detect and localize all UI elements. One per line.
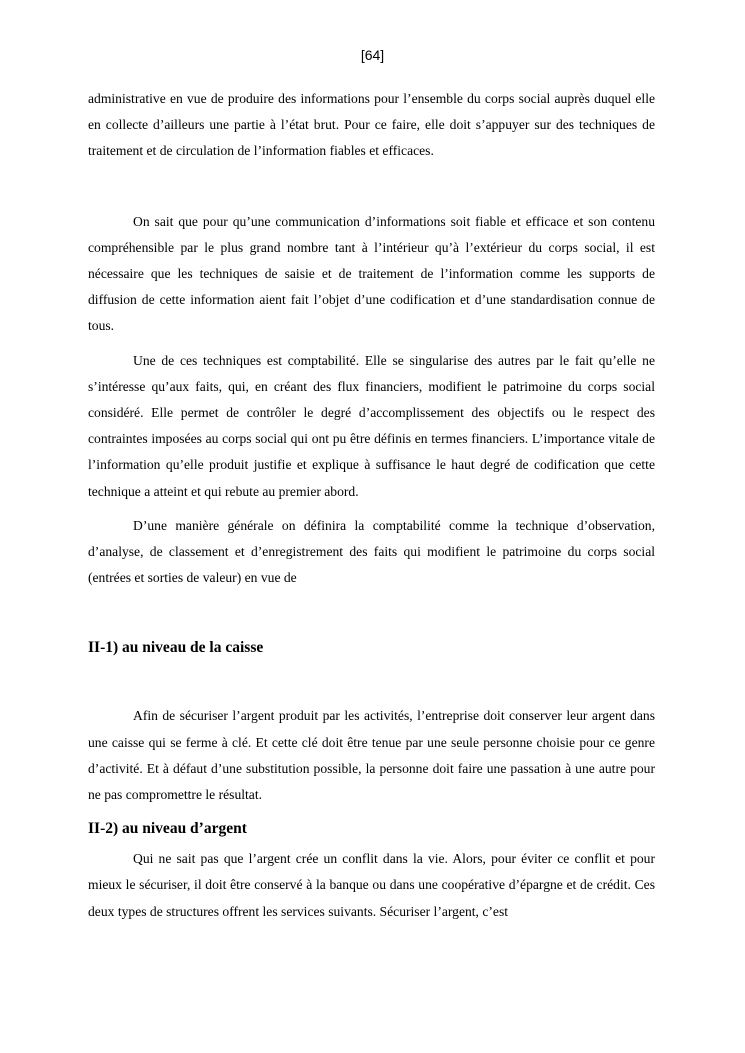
paragraph-argent: Qui ne sait pas que l’argent crée un conflit dans la vie. Alors, pour éviter ce conflit et pour mieux le sécuriser, il doit être conservé à la banque ou dans une coopérative d’épargne et de crédit. Ces deux types de structures offrent les services suivants. Sécuriser l’argent, c’est [88, 851, 655, 919]
document-body [88, 86, 655, 925]
section-heading-caisse: II-1) au niveau de la caisse [88, 639, 264, 657]
paragraph-caisse: Afin de sécuriser l’argent produit par les activités, l’entreprise doit conserver leur argent dans une caisse qui se ferme à clé. Et cette clé doit être tenue par une seule personne choisie pour ce genre d’activité. Et à défaut d’une substitution possible, la personne doit faire une passation à une autre pour ne pas compromettre le résultat. [88, 708, 655, 803]
paragraph-communication: On sait que pour qu’une communication d’informations soit fiable et efficace et son contenu compréhensible par le plus grand nombre tant à l’intérieur qu’à l’extérieur du corps social, il est nécessaire que les techniques de saisie et de traitement de l’information comme les supports de diffusion de cette information aient fait l’objet d’une codification et d’une standardisation connue de tous. [88, 213, 655, 334]
paragraph-intro: administrative en vue de produire des informations pour l’ensemble du corps social auprès duquel elle en collecte d’ailleurs une partie à l’état brut. Pour ce faire, elle doit s’appuyer sur des techniques de traitement et de circulation de l’information fiables et efficaces. [88, 91, 655, 159]
paragraph-definition: D’une manière générale on définira la comptabilité comme la technique d’observation, d’analyse, de classement et d’enregistrement des faits qui modifient le patrimoine du corps social (entrées et sorties de valeur) en vue de [88, 517, 655, 586]
page-number: [64] [360, 47, 385, 63]
section-heading-argent: II-2) au niveau d’argent [88, 820, 247, 838]
paragraph-comptabilite: Une de ces techniques est comptabilité. Elle se singularise des autres par le fait qu’elle ne s’intéresse qu’aux faits, qui, en créant des flux financiers, modifient le patrimoine du corps social considéré. Elle permet de contrôler le degré d’accomplissement des objectifs ou le respect des contraintes imposées au corps social qui ont pu être définis en termes financiers. L’importance vitale de l’information qu’elle produit justifie et explique à suffisance le haut degré de codification que cette technique a atteint et qui rebute au premier abord. [88, 352, 655, 499]
